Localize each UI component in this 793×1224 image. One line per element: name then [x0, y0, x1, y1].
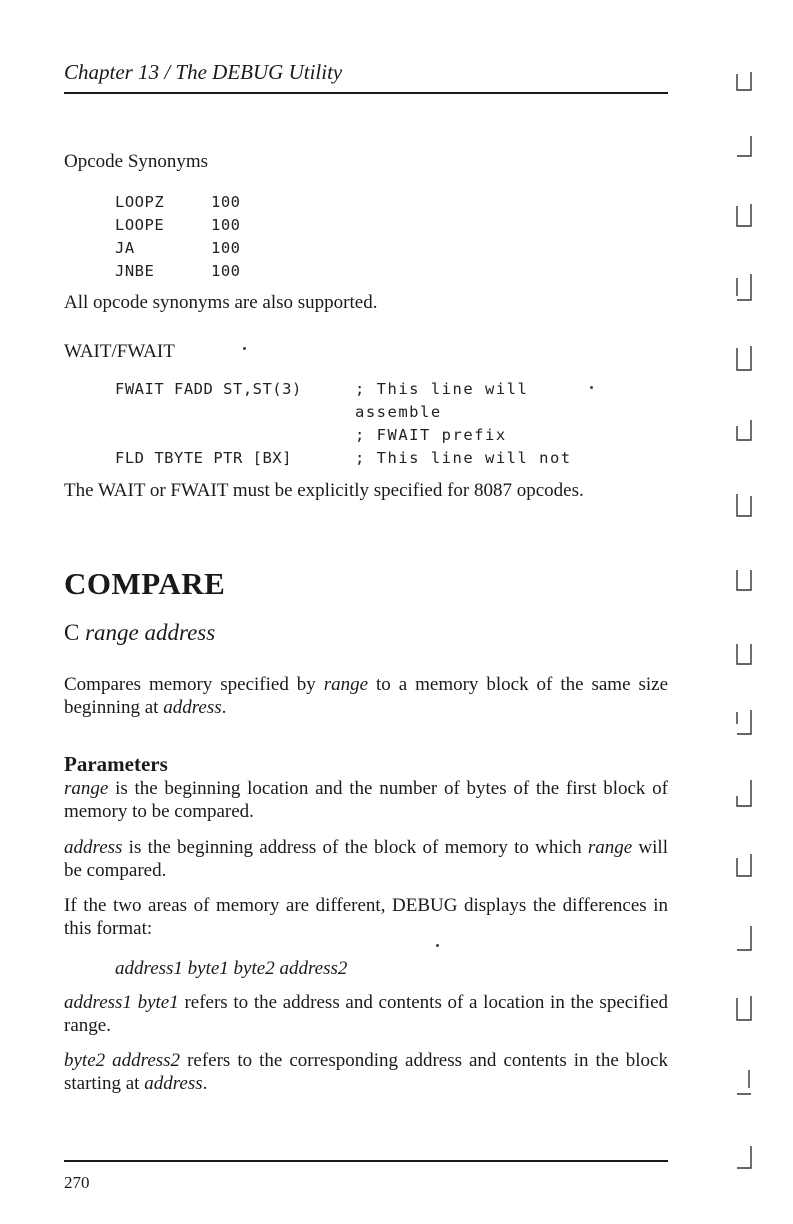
value: 100: [211, 216, 241, 234]
term: range: [323, 674, 369, 695]
code-instruction: FLD TBYTE PTR [BX]: [115, 449, 292, 467]
binding-perforation-icon: [733, 486, 755, 520]
text: is the beginning location and the number of bytes of the first block of memory to be compared.: [64, 778, 668, 822]
code-comment: ; FWAIT prefix: [355, 426, 507, 444]
mnemonic: LOOPZ: [115, 193, 165, 211]
text: Compares memory specified by: [64, 674, 324, 695]
value: 100: [211, 262, 241, 280]
table-row: [115, 193, 241, 216]
term: byte2 address2: [64, 1050, 181, 1071]
binding-perforation-icon: [733, 564, 755, 598]
value: 100: [211, 193, 241, 211]
running-head: Chapter 13 / The DEBUG Utility: [64, 60, 343, 84]
binding-perforation-icon: [733, 704, 755, 738]
code-line: [115, 426, 572, 449]
binding-perforation-icon: [733, 846, 755, 880]
term: address: [144, 1073, 203, 1094]
parameters-heading: Parameters: [64, 752, 168, 776]
table-row: [115, 216, 241, 239]
term: range: [587, 837, 633, 858]
param-range: [64, 777, 668, 823]
wait-note: The WAIT or FWAIT must be explicitly specified for 8087 opcodes.: [64, 480, 584, 501]
text: refers to the address and contents of a location in the specified range.: [64, 992, 668, 1036]
term: address: [64, 837, 123, 858]
table-row: [115, 239, 241, 262]
format-text: address1 byte1 byte2 address2: [115, 958, 348, 979]
text: to a memory block of the same size beginning at: [64, 674, 669, 718]
term: range: [64, 778, 109, 799]
scan-speck: [590, 386, 593, 389]
text: .: [202, 1073, 208, 1094]
binding-perforation-icon: [733, 130, 755, 164]
code-comment: assemble: [355, 403, 442, 421]
header-rule: [64, 92, 668, 94]
binding-perforation-icon: [733, 340, 755, 374]
binding-perforation-icon: [733, 270, 755, 304]
text: will be compared.: [64, 837, 668, 881]
mnemonic: JNBE: [115, 262, 155, 280]
text: is the beginning address of the block of memory to which: [122, 837, 588, 858]
page-number: 270: [64, 1173, 90, 1192]
explain-address1: [64, 991, 668, 1037]
opcode-synonyms-note: All opcode synonyms are also supported.: [64, 292, 378, 313]
binding-perforation-icon: [733, 68, 755, 102]
scan-speck: [243, 347, 246, 350]
term: address: [163, 697, 222, 718]
scan-speck: [436, 944, 439, 947]
binding-perforation-icon: [733, 196, 755, 230]
text: .: [221, 697, 227, 718]
binding-perforation-icon: [733, 776, 755, 810]
wait-code-block: [115, 380, 572, 472]
wait-heading: WAIT/FWAIT: [64, 341, 175, 362]
opcode-synonyms-heading: Opcode Synonyms: [64, 151, 209, 172]
syntax-command: C: [64, 620, 80, 645]
opcode-synonyms-table: [115, 193, 241, 285]
code-line: [115, 403, 572, 426]
code-instruction: FWAIT FADD ST,ST(3): [115, 380, 302, 398]
code-line: [115, 380, 572, 403]
differences-text: If the two areas of memory are different, DEBUG displays the differences in this format:: [64, 895, 668, 939]
param-address: [64, 836, 668, 882]
section-title: COMPARE: [64, 566, 226, 601]
binding-perforation-icon: [733, 920, 755, 954]
binding-perforation-icon: [733, 1138, 755, 1172]
format-line: [115, 957, 347, 980]
command-syntax: [64, 620, 215, 646]
footer-rule: [64, 1160, 668, 1162]
syntax-args: range address: [85, 620, 216, 645]
value: 100: [211, 239, 241, 257]
explain-byte2: [64, 1049, 668, 1095]
term: address1 byte1: [64, 992, 179, 1013]
text: refers to the corresponding address and contents in the block starting at: [64, 1050, 668, 1094]
code-line: [115, 449, 572, 472]
binding-perforation-icon: [733, 990, 755, 1024]
binding-perforation-icon: [733, 636, 755, 670]
mnemonic: LOOPE: [115, 216, 165, 234]
code-comment: ; This line will: [355, 380, 529, 398]
table-row: [115, 262, 241, 285]
compare-description: [64, 673, 668, 719]
binding-perforation-icon: [733, 412, 755, 446]
mnemonic: JA: [115, 239, 135, 257]
code-comment: ; This line will not: [355, 449, 572, 467]
binding-perforation-icon: [733, 1064, 755, 1098]
